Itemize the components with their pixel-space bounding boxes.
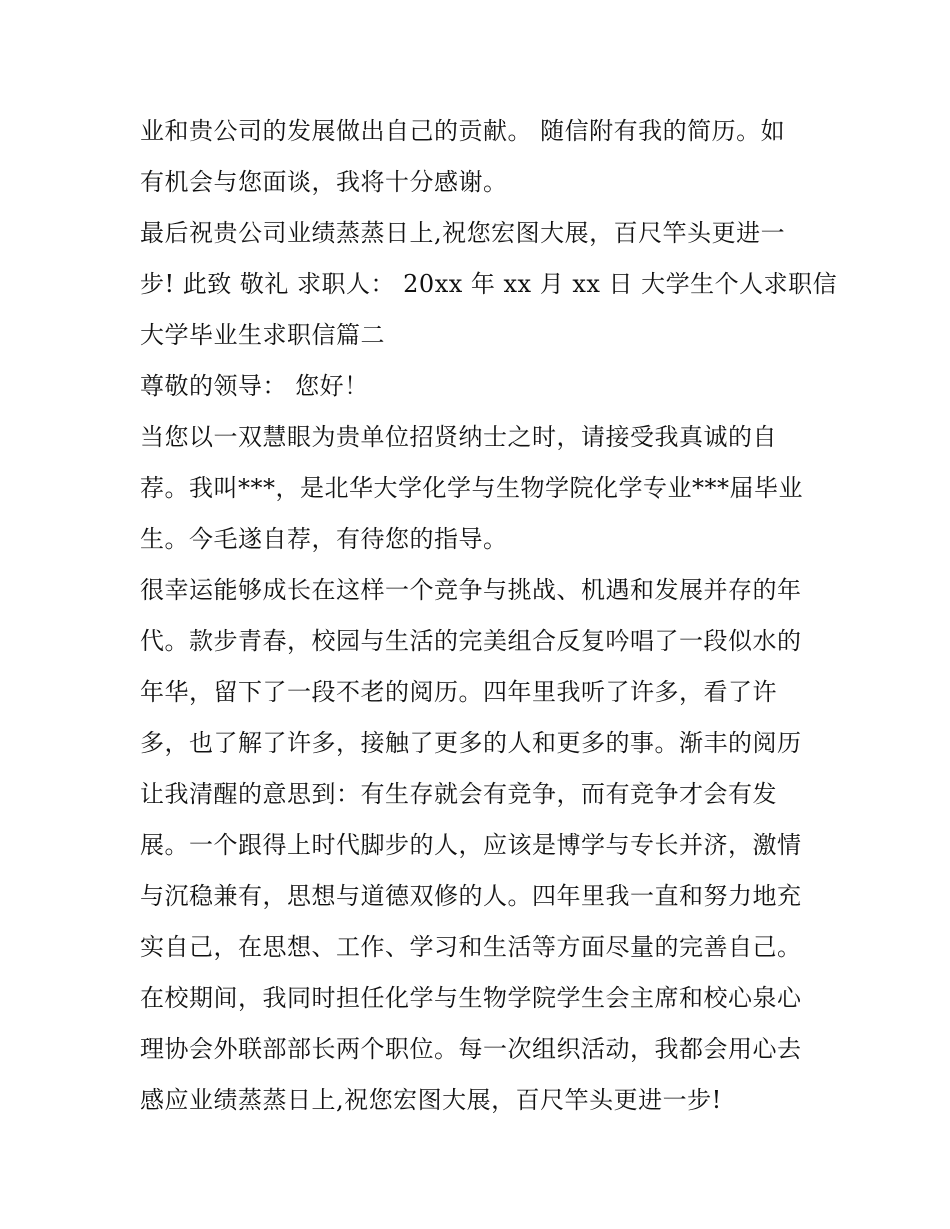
text-line-13: 多，也了解了许多，接触了更多的人和更多的事。渐丰的阅历 [140,729,802,757]
text-line-15: 展。一个跟得上时代脚步的人，应该是博学与专长并济，激情 [140,831,802,859]
text-line-3: 最后祝贵公司业绩蒸蒸日上,祝您宏图大展，百尺竿头更进一 [140,219,786,247]
salutation: 尊敬的领导： 您好！ [140,372,369,400]
text-line-4: 步! 此致 敬礼 求职人： 20xx 年 xx 月 xx 日 大学生个人求职信 [140,270,838,298]
text-line-12: 年华，留下了一段不老的阅历。四年里我听了许多，看了许 [140,678,777,706]
text-line-16: 与沉稳兼有，思想与道德双修的人。四年里我一直和努力地充 [140,882,802,910]
text-line-10: 很幸运能够成长在这样一个竞争与挑战、机遇和发展并存的年 [140,576,802,604]
text-line-7: 当您以一双慧眼为贵单位招贤纳士之时，请接受我真诚的自 [140,423,777,451]
letter-body [140,106,838,1126]
text-line-20: 感应业绩蒸蒸日上,祝您宏图大展，百尺竿头更进一步! [140,1086,722,1114]
text-line-17: 实自己，在思想、工作、学习和生活等方面尽量的完善自己。 [140,933,802,961]
text-line-11: 代。款步青春，校园与生活的完美组合反复吟唱了一段似水的 [140,627,802,655]
text-line-18: 在校期间，我同时担任化学与生物学院学生会主席和校心泉心 [140,984,802,1012]
text-line-8: 荐。我叫***，是北华大学化学与生物学院化学专业***届毕业 [140,474,803,502]
section-heading: 大学毕业生求职信篇二 [140,321,385,349]
text-line-2: 有机会与您面谈，我将十分感谢。 [140,168,508,196]
text-line-14: 让我清醒的意思到：有生存就会有竞争，而有竞争才会有发 [140,780,777,808]
text-line-9: 生。今毛遂自荐，有待您的指导。 [140,525,508,553]
text-line-19: 理协会外联部部长两个职位。每一次组织活动，我都会用心去 [140,1035,802,1063]
text-line-1: 业和贵公司的发展做出自己的贡献。 随信附有我的简历。如 [140,117,786,145]
